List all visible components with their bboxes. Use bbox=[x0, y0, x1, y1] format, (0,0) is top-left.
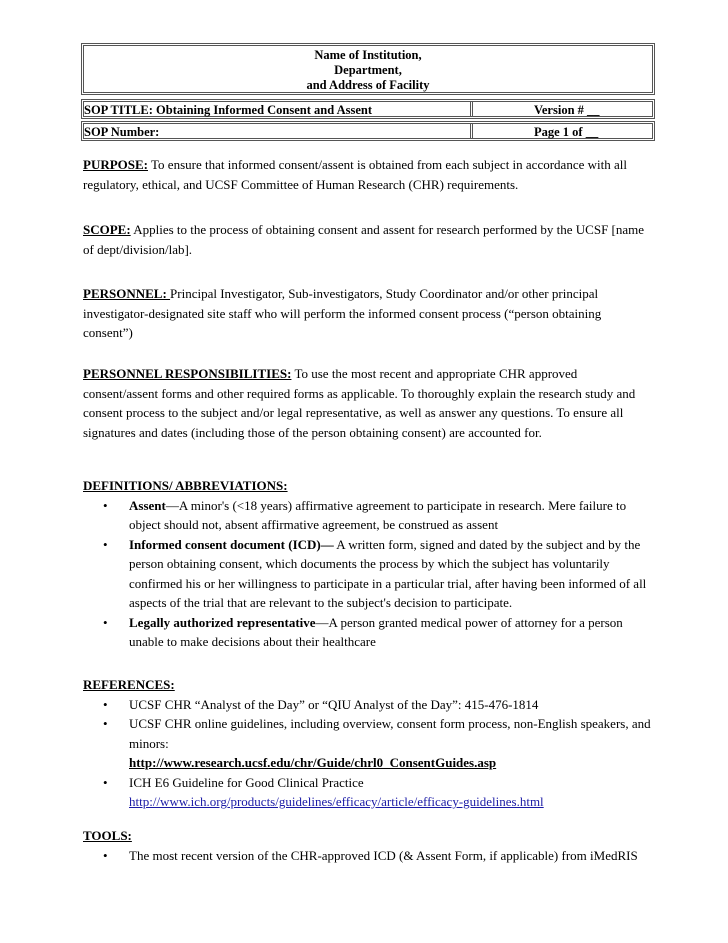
references-section bbox=[83, 675, 653, 812]
page-count: Page 1 of __ bbox=[534, 125, 599, 139]
department-name: Department, bbox=[334, 63, 402, 77]
tools-heading: TOOLS: bbox=[83, 828, 132, 843]
institution-name: Name of Institution, bbox=[314, 48, 422, 62]
reference-text: UCSF CHR online guidelines, including overview, consent form process, non-English speakers, and minors: bbox=[129, 716, 651, 751]
personnel-section bbox=[83, 284, 653, 343]
responsibilities-heading: PERSONNEL RESPONSIBILITIES: bbox=[83, 366, 292, 381]
definitions-list bbox=[83, 496, 653, 652]
reference-text: ICH E6 Guideline for Good Clinical Practice bbox=[129, 774, 364, 790]
definition-text: A written form, signed and dated by the subject and by the person obtaining consent, which documents the process by which the subject has voluntarily confirmed his or her willingness to participate in a particular trial, after having been informed of all aspects of the trial that are relevant to the subject's decision to participate. bbox=[129, 536, 647, 610]
tools-list bbox=[83, 846, 653, 866]
version-number: Version # __ bbox=[534, 103, 600, 117]
scope-text: Applies to the process of obtaining consent and assent for research performed by the UCSF [name of dept/division/lab]. bbox=[83, 222, 645, 257]
purpose-heading: PURPOSE: bbox=[83, 157, 148, 172]
bullet-icon: • bbox=[103, 536, 108, 552]
list-item bbox=[83, 613, 653, 652]
sop-title: SOP TITLE: Obtaining Informed Consent and Assent bbox=[84, 102, 473, 117]
list-item bbox=[83, 846, 653, 866]
responsibilities-section bbox=[83, 364, 653, 442]
bullet-icon: • bbox=[103, 497, 108, 513]
personnel-heading: PERSONNEL: bbox=[83, 286, 171, 301]
bullet-icon: • bbox=[103, 614, 108, 630]
bullet-icon: • bbox=[103, 716, 108, 731]
definition-term: Legally authorized representative bbox=[129, 614, 316, 630]
sop-number: SOP Number: bbox=[84, 124, 473, 139]
scope-heading: SCOPE: bbox=[83, 222, 131, 237]
definitions-heading: DEFINITIONS/ ABBREVIATIONS: bbox=[83, 478, 288, 493]
list-item bbox=[83, 695, 653, 715]
definition-text: —A minor's (<18 years) affirmative agreement to participate in research. Mere failure to object should not, absent affirmative agreement, be construed as assent bbox=[129, 497, 627, 532]
scope-section bbox=[83, 220, 653, 259]
tool-text: The most recent version of the CHR-approved ICD (& Assent Form, if applicable) from iMedRIS bbox=[129, 847, 638, 863]
list-item bbox=[83, 535, 653, 613]
tools-section bbox=[83, 826, 653, 865]
bullet-icon: • bbox=[103, 696, 108, 712]
references-heading: REFERENCES: bbox=[83, 677, 175, 692]
bullet-icon: • bbox=[103, 774, 108, 790]
purpose-section bbox=[83, 155, 653, 194]
list-item bbox=[83, 773, 653, 812]
ich-guideline-link[interactable]: http://www.ich.org/products/guidelines/efficacy/article/efficacy-guidelines.html bbox=[129, 794, 544, 809]
responsibilities-text: To use the most recent and appropriate CHR approved consent/assent forms and other required forms as applicable. To thoroughly explain the research study and consent process to the subject and/or legal representative, as well as answer any questions. To ensure all signatures and dates (including those of the person obtaining consent) are accounted for. bbox=[83, 366, 636, 440]
definitions-section bbox=[83, 476, 653, 652]
definition-term: Assent bbox=[129, 497, 166, 513]
institution-header-box bbox=[81, 43, 655, 95]
bullet-icon: • bbox=[103, 847, 108, 863]
list-item bbox=[83, 714, 653, 773]
personnel-text: Principal Investigator, Sub-investigators, Study Coordinator and/or other principal investigator-designated site staff who will perform the informed consent process (“person obtaining consent”) bbox=[83, 286, 602, 340]
sop-title-row bbox=[81, 99, 655, 119]
definition-term: Informed consent document (ICD)— bbox=[129, 536, 334, 552]
definition-text: —A person granted medical power of attorney for a person unable to make decisions about their healthcare bbox=[129, 614, 623, 649]
chr-guide-link[interactable]: http://www.research.ucsf.edu/chr/Guide/chrl0_ConsentGuides.asp bbox=[129, 755, 497, 770]
list-item bbox=[83, 496, 653, 535]
references-list bbox=[83, 695, 653, 812]
purpose-text: To ensure that informed consent/assent is obtained from each subject in accordance with all regulatory, ethical, and UCSF Committee of Human Research (CHR) requirements. bbox=[83, 157, 627, 192]
reference-text: UCSF CHR “Analyst of the Day” or “QIU Analyst of the Day”: 415-476-1814 bbox=[129, 696, 539, 712]
sop-number-row bbox=[81, 121, 655, 141]
facility-address: and Address of Facility bbox=[306, 78, 430, 92]
